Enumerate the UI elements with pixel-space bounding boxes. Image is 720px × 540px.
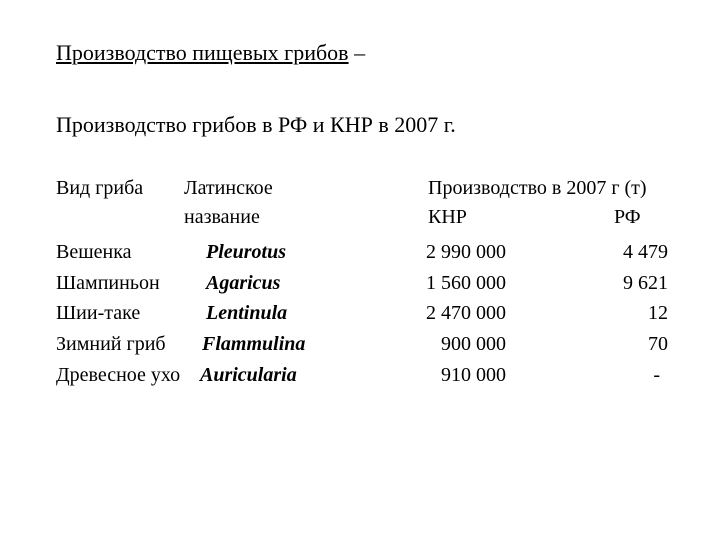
row-china: 910 000	[441, 364, 506, 386]
row-latin: Pleurotus	[206, 241, 287, 263]
heading-dash: –	[348, 40, 366, 65]
header-latin-line1: Латинское	[184, 177, 273, 199]
row-species: Шии-таке	[56, 302, 141, 324]
row-latin: Auricularia	[200, 364, 297, 386]
table-caption: Производство грибов в РФ и КНР в 2007 г.	[56, 112, 456, 137]
row-russia: 70	[648, 333, 668, 355]
row-latin: Lentinula	[206, 302, 288, 324]
row-russia: 4 479	[623, 241, 668, 263]
row-species: Вешенка	[56, 241, 132, 263]
row-china: 900 000	[441, 333, 506, 355]
header-china: КНР	[428, 206, 467, 228]
row-species: Шампиньон	[56, 272, 160, 294]
row-species: Зимний гриб	[56, 333, 166, 355]
page-heading	[56, 40, 365, 66]
header-latin-line2: название	[184, 206, 260, 228]
row-russia: 12	[648, 302, 668, 324]
row-latin: Agaricus	[206, 272, 281, 294]
row-species: Древесное ухо	[56, 364, 181, 386]
heading-title: Производство пищевых грибов	[56, 40, 349, 65]
header-species: Вид гриба	[56, 177, 144, 199]
header-russia: РФ	[614, 206, 641, 228]
header-production: Производство в 2007 г (т)	[428, 177, 647, 199]
row-china: 2 990 000	[426, 241, 506, 263]
row-china: 2 470 000	[426, 302, 506, 324]
row-latin: Flammulina	[202, 333, 306, 355]
row-china: 1 560 000	[426, 272, 506, 294]
row-russia: 9 621	[623, 272, 668, 294]
row-russia: -	[653, 364, 660, 386]
